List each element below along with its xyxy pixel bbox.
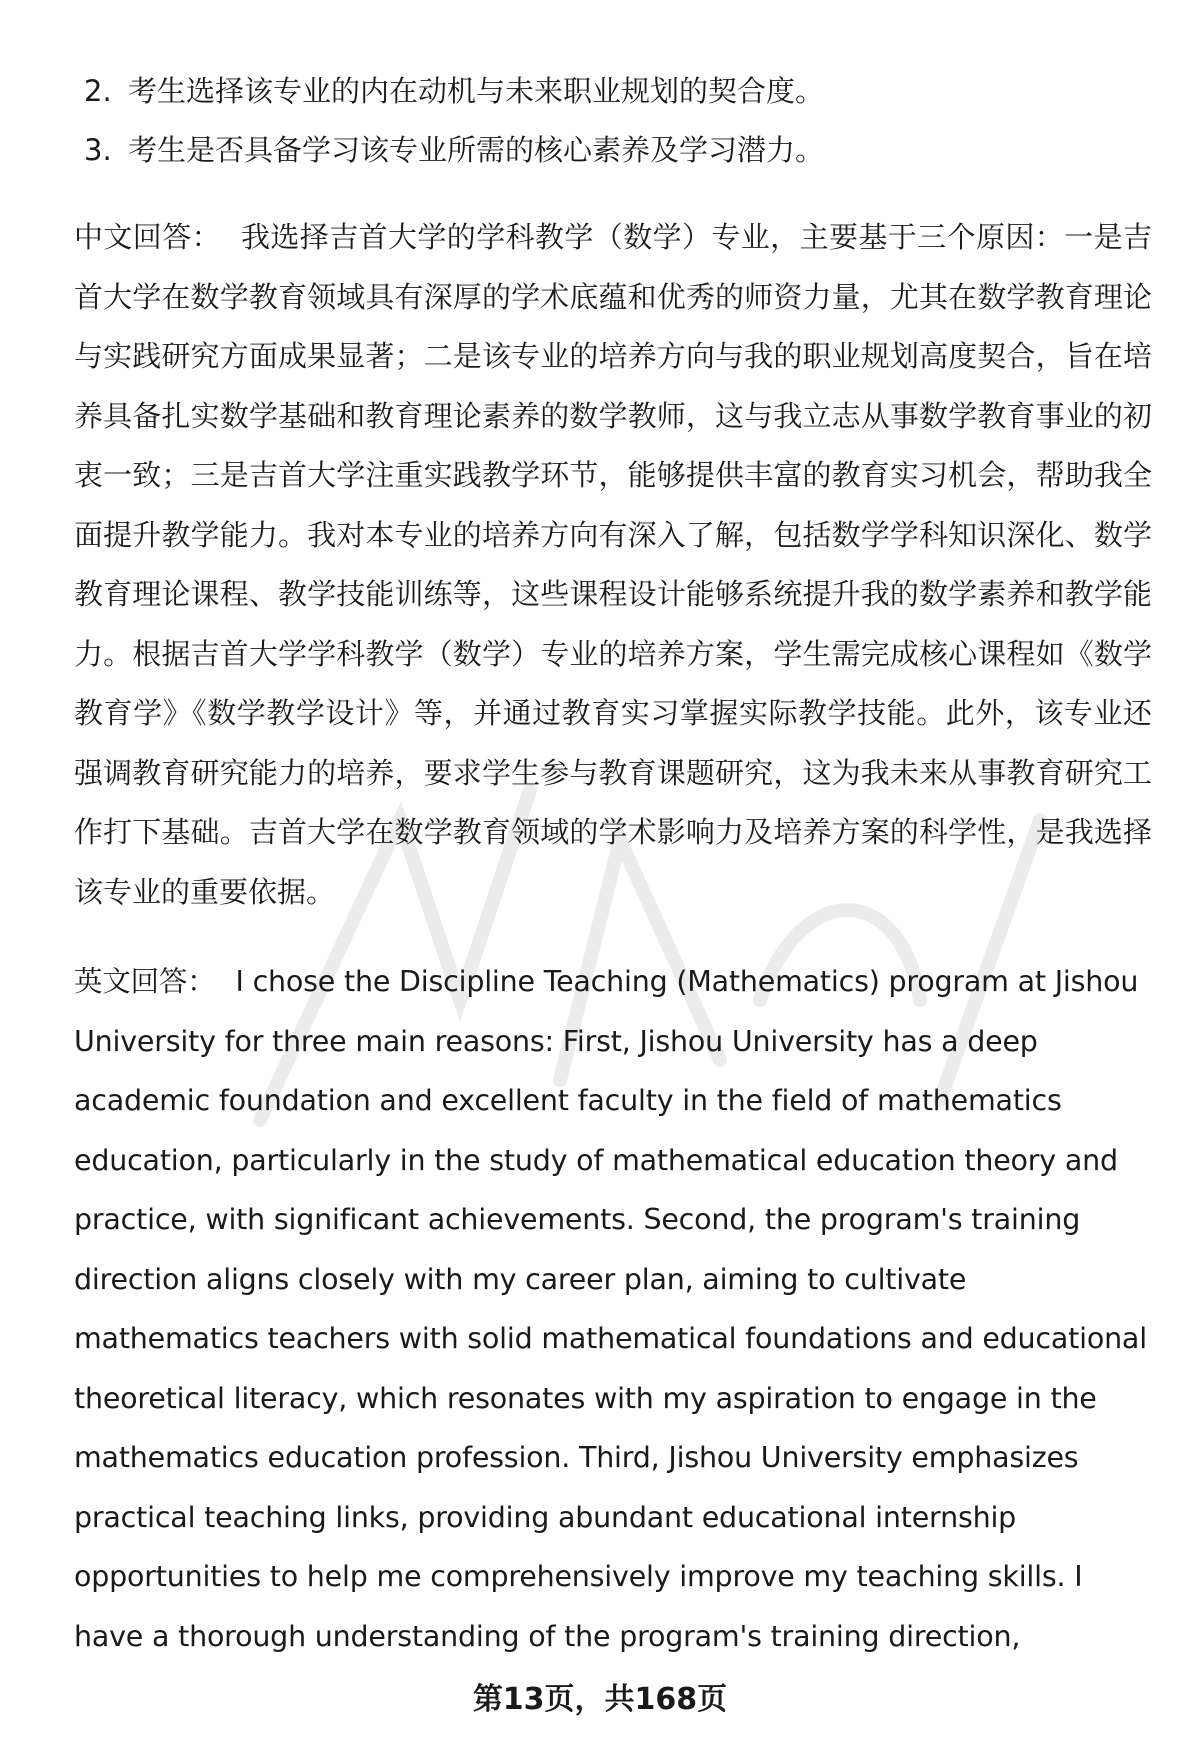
list-item-number: 3.: [84, 133, 112, 167]
chinese-answer-paragraph: [74, 208, 1152, 922]
list-item: [74, 121, 1134, 180]
list-item: [74, 62, 1134, 121]
list-item-number: 2.: [84, 74, 112, 108]
list-item-text: 考生是否具备学习该专业所需的核心素养及学习潜力。: [128, 133, 825, 167]
english-answer-text: I chose the Discipline Teaching (Mathematics) program at Jishou University for three main reasons: First, Jishou University has a deep academic foundation and excellent faculty in the field of mathematics education, particularly in the study of mathematical education theory and practice, with significant achievements. Second, the program's training direction aligns closely with my career plan, aiming to cultivate mathematics teachers with solid mathematical foundations and educational theoretical literacy, which resonates with my aspiration to engage in the mathematics education profession. Third, Jishou University emphasizes practical teaching links, providing abundant educational internship opportunities to help me comprehensively improve my teaching skills. I have a thorough understanding of the program's training direction,: [74, 965, 1147, 1653]
english-answer-paragraph: [74, 952, 1152, 1666]
list-item-text: 考生选择该专业的内在动机与未来职业规划的契合度。: [128, 74, 825, 108]
english-answer-label: 英文回答：: [74, 965, 216, 998]
chinese-answer-text: 我选择吉首大学的学科教学（数学）专业，主要基于三个原因：一是吉首大学在数学教育领域具有深厚的学术底蕴和优秀的师资力量，尤其在数学教育理论与实践研究方面成果显著；二是该专业的培养方向与我的职业规划高度契合，旨在培养具备扎实数学基础和教育理论素养的数学教师，这与我立志从事数学教育事业的初衷一致；三是吉首大学注重实践教学环节，能够提供丰富的教育实习机会，帮助我全面提升教学能力。我对本专业的培养方向有深入了解，包括数学学科知识深化、数学教育理论课程、教学技能训练等，这些课程设计能够系统提升我的数学素养和教学能力。根据吉首大学学科教学（数学）专业的培养方案，学生需完成核心课程如《数学教育学》《数学教学设计》等，并通过教育实习掌握实际教学技能。此外，该专业还强调教育研究能力的培养，要求学生参与教育课题研究，这为我未来从事教育研究工作打下基础。吉首大学在数学教育领域的学术影响力及培养方案的科学性，是我选择该专业的重要依据。: [74, 220, 1152, 909]
criteria-list: [74, 62, 1134, 180]
chinese-answer-label: 中文回答：: [74, 220, 221, 254]
page-number: 第13页，共168页: [472, 1682, 728, 1717]
